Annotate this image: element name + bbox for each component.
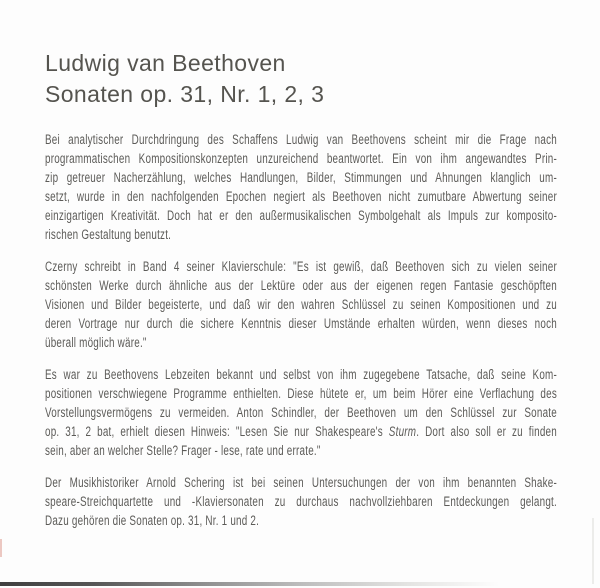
title-line-2: Sonaten op. 31, Nr. 1, 2, 3 <box>45 81 325 107</box>
body-text <box>45 130 557 543</box>
text-line: Visionen und Bilder begeisterte, und daß wir den wahren Schlüssel zu seinen Kompositionen und zu <box>45 297 557 312</box>
text-line: Dazu gehören die Sonaten op. 31, Nr. 1 und 2. <box>45 513 260 528</box>
text-line: rischen Gestaltung benutzt. <box>45 227 172 242</box>
scan-artifact-bottom-edge <box>0 582 520 586</box>
text-line: programmatischen Kompositionskonzepten unzureichend beantwortet. Ein von ihm angewandtes Prin- <box>45 151 557 166</box>
text-line: überall möglich wäre." <box>45 335 147 350</box>
text-line: Der Musikhistoriker Arnold Schering ist bei seinen Untersuchungen der von ihm benannten Shake- <box>45 475 557 490</box>
text-line: deren Vortrage nur durch die sichere Kenntnis dieser Umstände erhalten würden, wenn dieses noch <box>45 316 557 331</box>
paragraph <box>45 473 557 530</box>
text-line: schönsten Werke durch ähnliche aus der Lektüre oder aus der eigenen regen Fantasie geschöpften <box>45 278 557 293</box>
scan-artifact-right-edge <box>592 518 594 584</box>
paragraph <box>45 257 557 352</box>
paragraph <box>45 365 557 460</box>
text-line: Bei analytischer Durchdringung des Schaffens Ludwig van Beethovens scheint mir die Frage nach <box>45 132 557 147</box>
text-line: op. 31, 2 bat, erhielt diesen Hinweis: "Lesen Sie nur Shakespeare's Sturm. Dort also soll er zu finden <box>45 424 557 439</box>
text-line: speare-Streichquartette und -Klaviersonaten zu durchaus nachvollziehbaren Entdeckungen gelangt. <box>45 494 557 509</box>
paragraph <box>45 130 557 244</box>
text-line: positionen verschwiegene Programme enthielten. Diese hütete er, um beim Hörer eine Verflachung des <box>45 386 557 401</box>
text-line: sein, aber an welcher Stelle? Frager - lese, rate und errate." <box>45 443 321 458</box>
title-line-1: Ludwig van Beethoven <box>45 50 286 76</box>
text-line: Czerny schreibt in Band 4 seiner Klavierschule: "Es ist gewiß, daß Beethoven sich zu vielen seiner <box>45 259 557 274</box>
text-line: Vorstellungsvermögens zu vermeiden. Anton Schindler, der Beethoven um den Schlüssel zur Sonate <box>45 405 557 420</box>
scan-artifact-left-edge <box>0 539 2 557</box>
text-line: einzigartigen Kreativität. Doch hat er den außermusikalischen Symbolgehalt als Impuls zur komposito- <box>45 208 557 223</box>
page-title <box>45 48 324 110</box>
text-line: setzt, wurde in den nachfolgenden Epochen negiert als Beethoven nicht zumutbare Abwertung seiner <box>45 189 557 204</box>
text-line: zip getreuer Nacherzählung, welches Handlungen, Bilder, Stimmungen und Ahnungen klanglich um- <box>45 170 557 185</box>
text-line: Es war zu Beethovens Lebzeiten bekannt und selbst von ihm zugegebene Tatsache, daß seine Kom- <box>45 367 557 382</box>
